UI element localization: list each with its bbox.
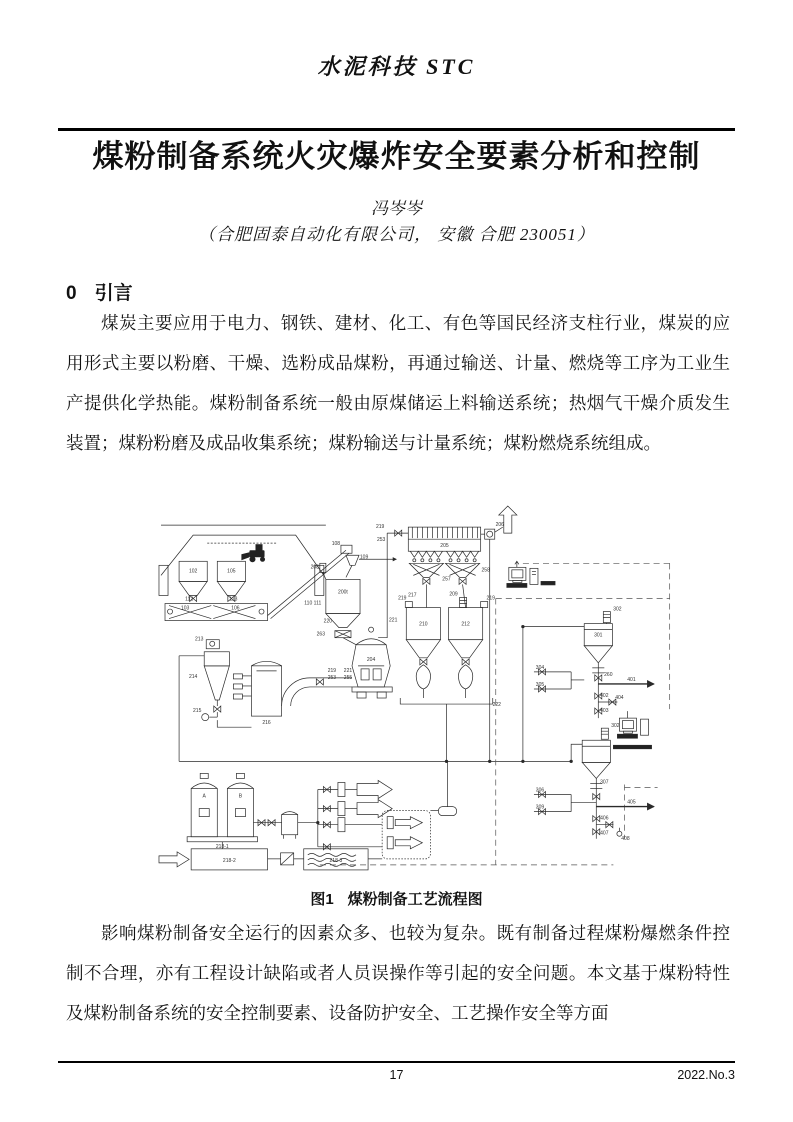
figure1-process-flow-diagram [148, 505, 748, 885]
svg-text:219: 219 [375, 524, 385, 531]
svg-text:213: 213 [195, 636, 204, 643]
svg-text:307: 307 [600, 779, 609, 786]
svg-text:219: 219 [398, 595, 407, 602]
journal-header: 水泥科技 STC [317, 54, 476, 79]
svg-text:208: 208 [310, 564, 319, 571]
process-flow-svg [148, 505, 748, 885]
nitrogen-tanks [187, 773, 257, 848]
svg-text:219: 219 [486, 595, 495, 602]
exhaust-fan [481, 527, 503, 539]
coal-silo-1 [405, 602, 440, 699]
process-pipelines [179, 530, 572, 763]
svg-text:113: 113 [229, 596, 238, 603]
svg-text:305: 305 [535, 681, 545, 688]
svg-text:102: 102 [188, 568, 198, 575]
svg-text:112: 112 [185, 596, 194, 603]
intro-paragraph: 煤炭主要应用于电力、钢铁、建材、化工、有色等国民经济支柱行业，煤炭的应用形式主要以粉磨、干燥、选粉成品煤粉，再通过输送、计量、燃烧等工序为工业生产提供化学热能。煤粉制备系统一般由原煤储运上料输送系统；热烟气干燥介质发生装置；煤粉粉磨及成品收集系统；煤粉输送与计量系统；煤粉燃烧系统组成。 [66, 313, 730, 453]
section-title: 引言 [94, 283, 133, 304]
raw-coal-shed [159, 525, 326, 595]
svg-text:401: 401 [627, 676, 636, 683]
svg-text:403: 403 [600, 708, 609, 715]
author-affiliation: （合肥固泰自动化有限公司， 安徽 合肥 230051） [198, 225, 595, 244]
svg-text:212: 212 [461, 621, 470, 628]
figure-caption [0, 888, 793, 909]
svg-text:209: 209 [449, 591, 458, 598]
coal-silo-2 [449, 597, 488, 698]
svg-text:263: 263 [316, 631, 326, 638]
svg-text:302: 302 [611, 723, 620, 730]
svg-text:A: A [202, 793, 206, 800]
svg-text:253: 253 [327, 674, 337, 681]
svg-text:408: 408 [621, 835, 630, 842]
footer-rule [58, 1061, 735, 1063]
svg-text:204: 204 [366, 656, 376, 663]
svg-text:200t: 200t [338, 589, 348, 596]
svg-text:215: 215 [192, 708, 202, 715]
svg-text:405: 405 [627, 799, 636, 806]
bag-filter [408, 527, 480, 607]
author-name: 冯岑岑 [371, 199, 422, 218]
svg-text:220: 220 [323, 618, 333, 625]
svg-text:255: 255 [343, 674, 353, 681]
svg-text:B: B [238, 793, 243, 800]
compressor-and-water-tank [159, 849, 382, 870]
svg-text:108: 108 [331, 541, 341, 548]
svg-text:302: 302 [613, 606, 622, 613]
body-paragraph-2: 影响煤粉制备安全运行的因素众多、也较为复杂。既有制备过程煤粉爆燃条件控制不合理，亦有工程设计缺陷或者人员误操作等引起的安全问题。本文基于煤粉特性及煤粉制备系统的安全控制要素、设备防护安全、工艺操作安全等方面 [66, 923, 730, 1023]
svg-text:205: 205 [440, 543, 449, 550]
weigh-hopper-lower [534, 728, 654, 839]
nitrogen-manifold [253, 761, 456, 859]
svg-text:301: 301 [594, 632, 603, 639]
figure-caption-text: 煤粉制备工艺流程图 [347, 891, 483, 908]
svg-text:103: 103 [180, 605, 190, 612]
svg-text:257: 257 [442, 576, 451, 583]
svg-text:221: 221 [389, 617, 398, 624]
cyclone-separator [179, 640, 251, 762]
svg-text:210: 210 [419, 621, 428, 628]
svg-text:216: 216 [262, 720, 271, 727]
svg-text:407: 407 [600, 830, 609, 837]
footer-page-number: 17 [389, 1068, 404, 1082]
svg-text:222: 222 [492, 702, 501, 709]
svg-text:402: 402 [600, 693, 609, 700]
svg-text:306: 306 [535, 787, 545, 794]
svg-text:214: 214 [188, 673, 198, 680]
svg-text:304: 304 [535, 664, 545, 671]
diagram-labels [181, 522, 636, 864]
silo-discharge-trough [400, 698, 492, 761]
wheel-loader-icon [241, 544, 265, 562]
inclined-conveyor [268, 550, 349, 618]
svg-text:221: 221 [343, 667, 353, 674]
svg-text:218-1: 218-1 [215, 843, 229, 850]
svg-text:206: 206 [495, 522, 504, 529]
svg-text:217: 217 [408, 592, 417, 599]
operator-workstation-2 [613, 711, 651, 749]
section-number: 0 [66, 283, 77, 304]
raw-coal-hoppers [179, 561, 245, 601]
svg-text:219: 219 [327, 667, 337, 674]
svg-text:404: 404 [615, 695, 624, 702]
svg-text:218-3: 218-3 [329, 857, 343, 864]
paper-title: 煤粉制备系统火灾爆炸安全要素分析和控制 [92, 139, 701, 174]
svg-text:105: 105 [227, 568, 236, 575]
svg-text:110 111: 110 111 [304, 600, 322, 607]
svg-text:253: 253 [376, 537, 386, 544]
svg-text:260: 260 [604, 671, 613, 678]
section-heading [66, 278, 133, 305]
svg-text:218-2: 218-2 [222, 857, 236, 864]
svg-text:309: 309 [535, 804, 545, 811]
svg-text:406: 406 [600, 815, 609, 822]
chimney [499, 506, 517, 533]
svg-text:106: 106 [231, 605, 240, 612]
operator-workstation-1 [507, 561, 555, 587]
figure-caption-number: 图1 [310, 891, 334, 908]
svg-text:109: 109 [359, 554, 369, 561]
footer-issue: 2022.No.3 [677, 1068, 735, 1082]
svg-text:258: 258 [481, 567, 490, 574]
